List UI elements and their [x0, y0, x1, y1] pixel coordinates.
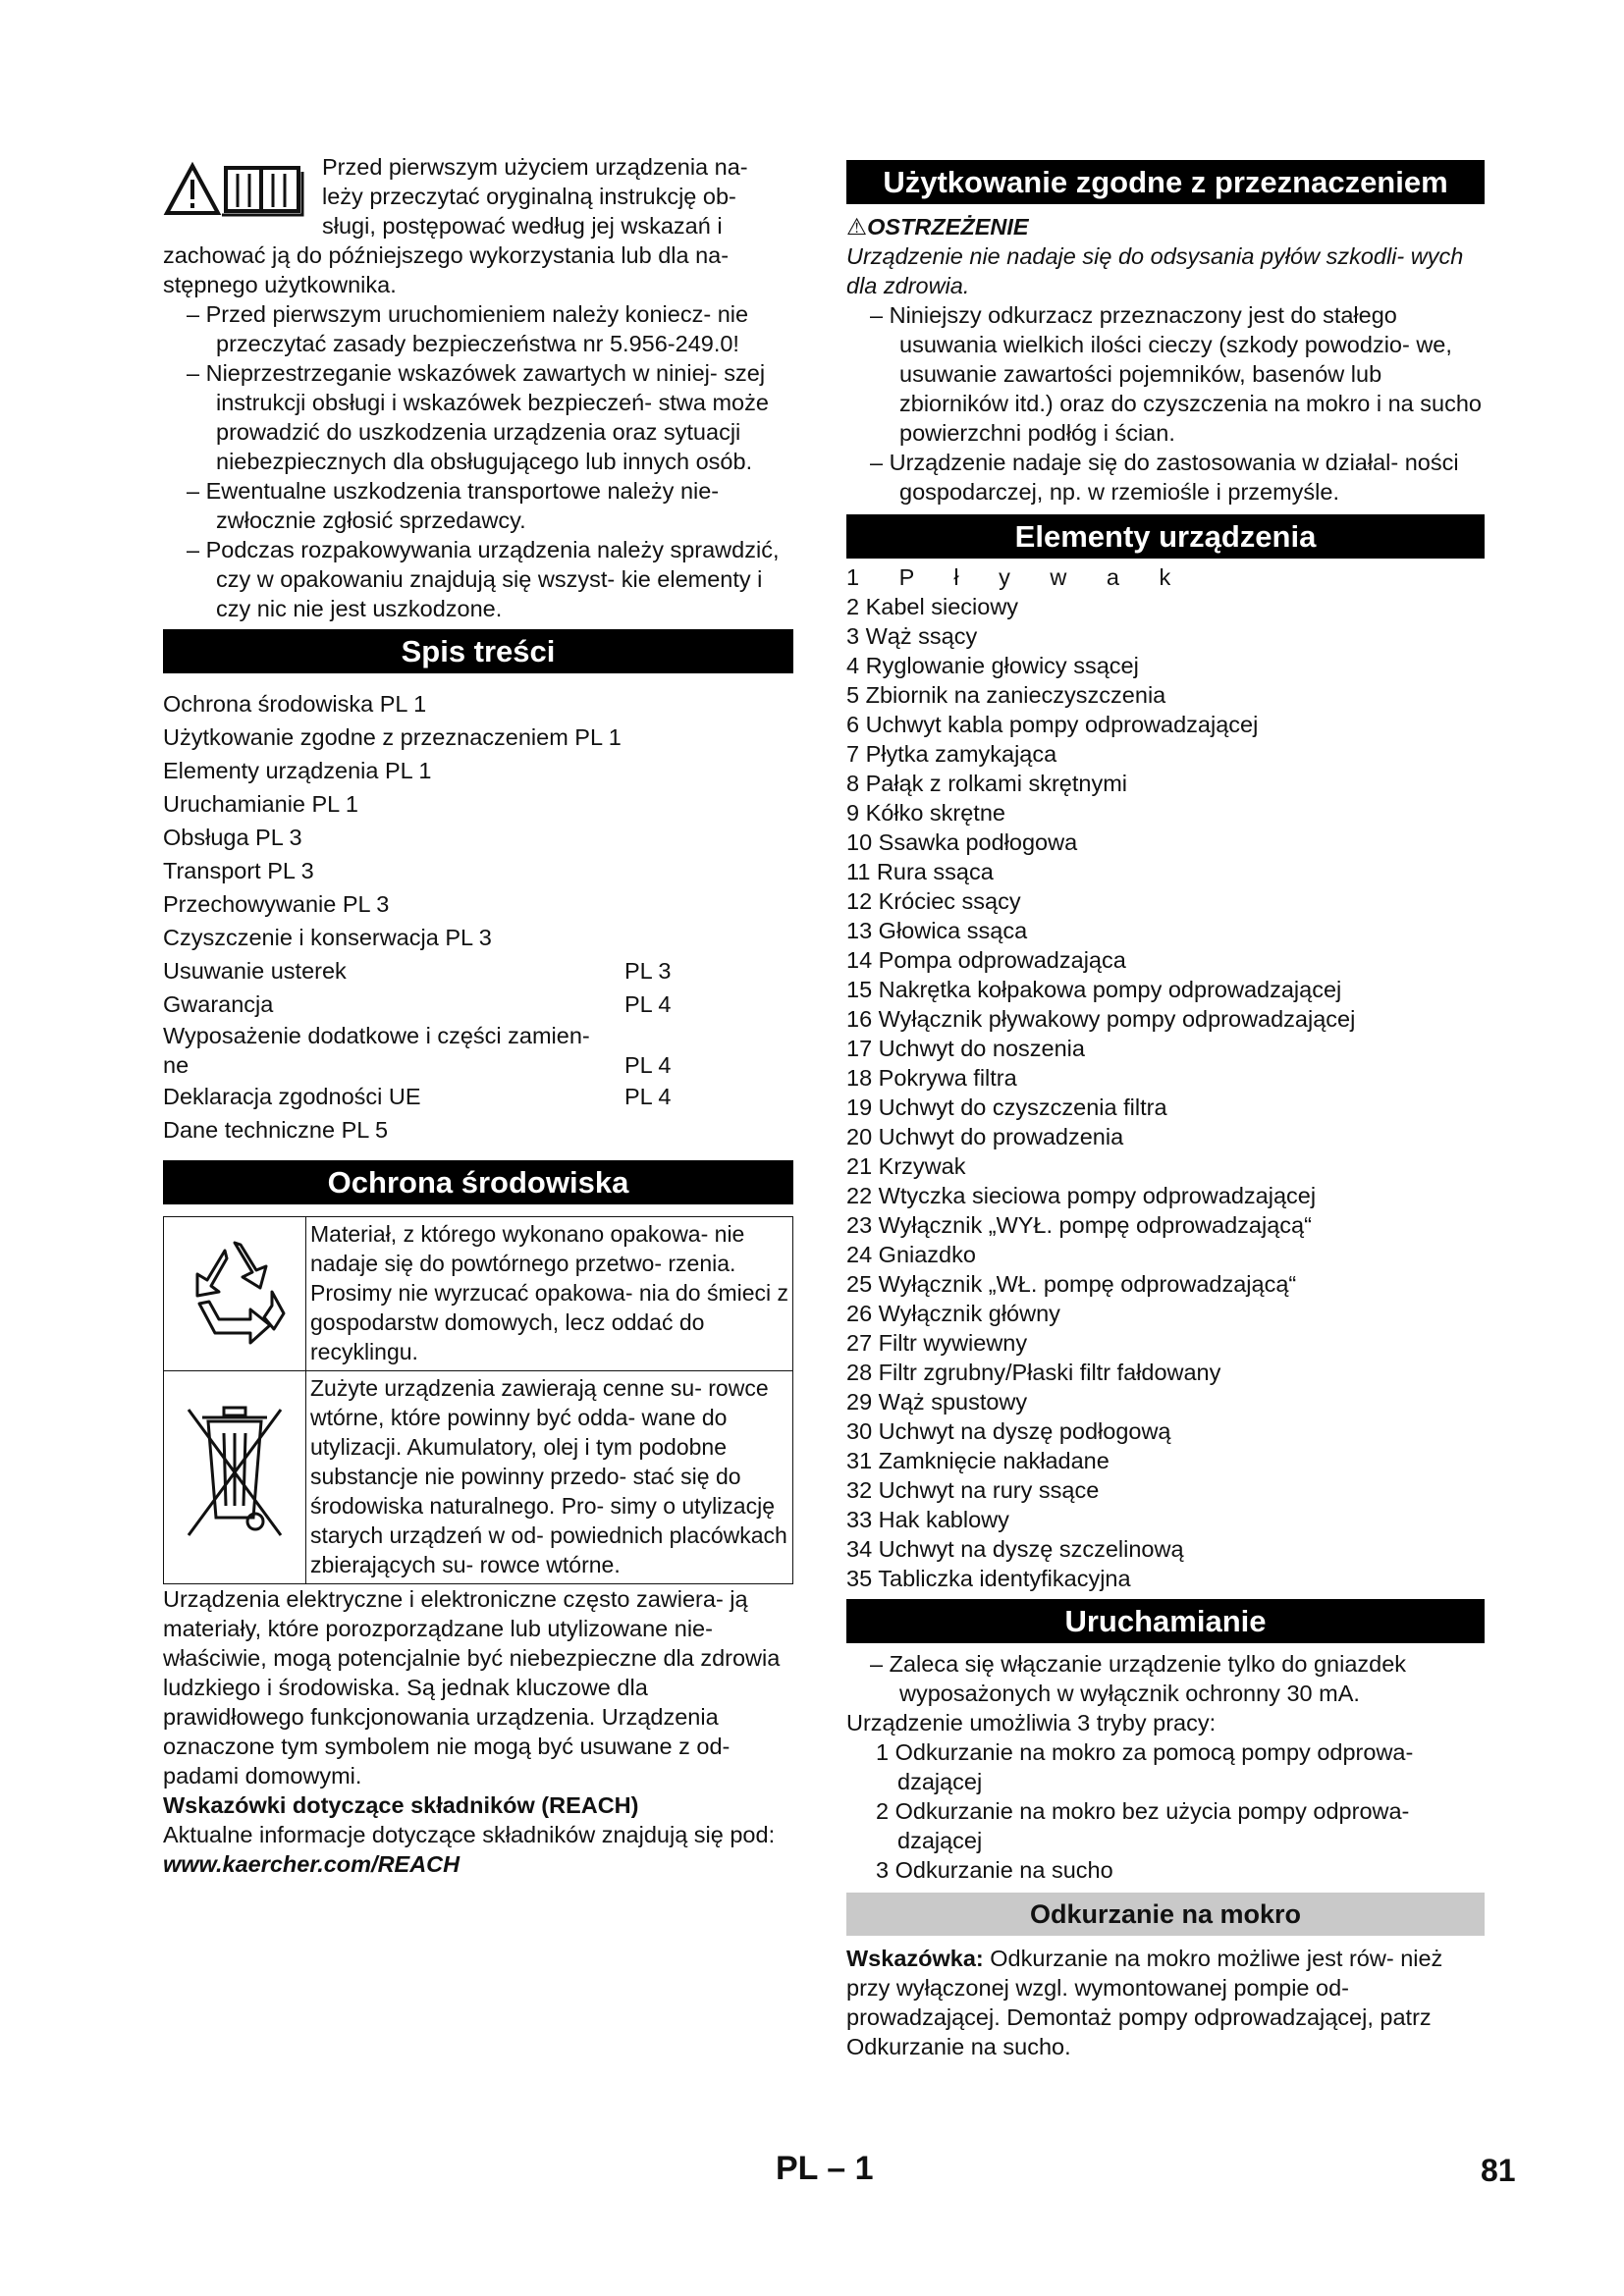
- list-item: 10 Ssawka podłogowa: [846, 829, 1078, 855]
- list-item: 6 Uchwyt kabla pompy odprowadzającej: [846, 712, 1259, 737]
- toc-label: Deklaracja zgodności UE: [163, 1084, 421, 1109]
- list-item: 11 Rura ssąca: [846, 859, 994, 884]
- toc-item[interactable]: [163, 887, 683, 921]
- toc-list: [163, 687, 793, 1147]
- list-item: 18 Pokrywa filtra: [846, 1065, 1017, 1091]
- list-item: 5 Zbiornik na zanieczyszczenia: [846, 682, 1166, 708]
- list-item: 1 P ł y w a k: [846, 564, 1179, 590]
- toc-page: [624, 854, 683, 887]
- toc-label: Czyszczenie i konserwacja PL 3: [163, 925, 492, 950]
- right-column: [846, 152, 1485, 2061]
- toc-label-cont: ne: [163, 1052, 189, 1078]
- warning-icon: ⚠: [846, 214, 868, 240]
- list-item: 35 Tabliczka identyfikacyjna: [846, 1566, 1131, 1591]
- list-item: 21 Krzywak: [846, 1153, 966, 1179]
- toc-item[interactable]: [163, 988, 683, 1021]
- list-item: 14 Pompa odprowadzająca: [846, 947, 1126, 973]
- intro-line: sługi, postępować według jej wskazań i: [322, 213, 723, 239]
- env-title: Ochrona środowiska: [163, 1160, 793, 1204]
- intro-line: Przed pierwszym użyciem urządzenia na-: [322, 154, 748, 180]
- modes-intro: Urządzenie umożliwia 3 tryby pracy:: [846, 1710, 1217, 1735]
- usage-bullet: – Niniejszy odkurzacz przeznaczony jest do stałego usuwania wielkich ilości cieczy (szkody powodzio- we, usuwanie zawartości pojemników, basenów lub zbiorników itd.) oraz do czyszczenia na mokro i na sucho powierzchni podłóg i ścian.: [870, 302, 1482, 446]
- parts-list: [846, 562, 1485, 1593]
- toc-page: [624, 721, 683, 754]
- note-text: Odkurzanie na mokro możliwe jest rów- nież przy wyłączonej wzgl. wymontowanej pompie od- prowadzającej. Demontaż pompy odprowadzającej, patrz Odkurzanie na sucho.: [846, 1946, 1443, 2059]
- list-item: 28 Filtr zgrubny/Płaski filtr fałdowany: [846, 1360, 1221, 1385]
- parts-title: Elementy urządzenia: [846, 514, 1485, 559]
- toc-page: [624, 1113, 683, 1147]
- toc-item[interactable]: [163, 921, 683, 954]
- list-item: 32 Uchwyt na rury ssące: [846, 1477, 1100, 1503]
- list-item: 16 Wyłącznik pływakowy pompy odprowadzającej: [846, 1006, 1356, 1032]
- intro-bullet: – Podczas rozpakowywania urządzenia należy sprawdzić, czy w opakowaniu znajdują się wszyst- kie elementy i czy nic nie jest uszkodzone.: [187, 537, 780, 621]
- startup-bullet: – Zaleca się włączanie urządzenie tylko do gniazdek wyposażonych w wyłącznik ochronny 30 mA.: [870, 1651, 1407, 1706]
- toc-label: Transport PL 3: [163, 858, 314, 883]
- toc-page: [624, 821, 683, 854]
- reach-link[interactable]: www.kaercher.com/REACH: [163, 1851, 460, 1877]
- recycle-text: Materiał, z którego wykonano opakowa- nie nadaje się do powtórnego przetwo- rzenia. Prosimy nie wyrzucać opakowa- nia do śmieci z gospodarstw domowych, lecz oddać do recyklingu.: [306, 1217, 793, 1371]
- toc-item[interactable]: [163, 787, 683, 821]
- toc-page: [624, 887, 683, 921]
- intro-line: zachować ją do późniejszego wykorzystania lub dla na-: [163, 242, 730, 268]
- warning-text: Urządzenie nie nadaje się do odsysania pyłów szkodli- wych dla zdrowia.: [846, 243, 1464, 298]
- crossed-bin-icon: [181, 1400, 289, 1547]
- list-item: 22 Wtyczka sieciowa pompy odprowadzającej: [846, 1183, 1317, 1208]
- weee-text: Zużyte urządzenia zawierają cenne su- rowce wtórne, które powinny być odda- wane do utylizacji. Akumulatory, olej i tym podobne substancje nie powinny przedo- stać się do środowiska naturalnego. Pro- simy o utylizację starych urządzeń w od- powiednich placówkach zbierających su- rowce wtórne.: [306, 1371, 793, 1584]
- toc-item[interactable]: [163, 1080, 683, 1113]
- toc-page: [624, 787, 683, 821]
- list-item: 30 Uchwyt na dyszę podłogową: [846, 1418, 1171, 1444]
- reach-title: Wskazówki dotyczące składników (REACH): [163, 1792, 639, 1818]
- toc-page: PL 4: [624, 1084, 672, 1109]
- toc-item[interactable]: [163, 754, 683, 787]
- toc-label: Usuwanie usterek: [163, 958, 347, 984]
- intro-line: stępnego użytkownika.: [163, 272, 397, 297]
- section-page-code: PL – 1: [776, 2150, 874, 2187]
- toc-page: PL 4: [624, 991, 672, 1017]
- toc-label: Wyposażenie dodatkowe i części zamien-: [163, 1023, 590, 1048]
- list-item: 4 Ryglowanie głowicy ssącej: [846, 653, 1139, 678]
- recycle-cell: [164, 1217, 306, 1371]
- reach-text: Aktualne informacje dotyczące składników znajdują się pod:: [163, 1822, 776, 1847]
- toc-item[interactable]: [163, 854, 683, 887]
- env-table: [163, 1216, 793, 1584]
- toc-title: Spis treści: [163, 629, 793, 673]
- mode-item: 1 Odkurzanie na mokro za pomocą pompy odprowa- dzającej: [876, 1739, 1414, 1794]
- toc-label: Uruchamianie PL 1: [163, 791, 358, 817]
- intro-line: leży przeczytać oryginalną instrukcję ob-: [322, 184, 736, 209]
- toc-page: [624, 754, 683, 787]
- toc-item[interactable]: [163, 1113, 683, 1147]
- intro-bullet: – Przed pierwszym uruchomieniem należy koniecz- nie przeczytać zasady bezpieczeństwa nr 5.956-249.0!: [187, 301, 749, 356]
- list-item: 19 Uchwyt do czyszczenia filtra: [846, 1095, 1167, 1120]
- toc-item[interactable]: [163, 687, 683, 721]
- intro-bullet: – Ewentualne uszkodzenia transportowe należy nie- zwłocznie zgłosić sprzedawcy.: [187, 478, 720, 533]
- usage-bullet: – Urządzenie nadaje się do zastosowania w działal- ności gospodarczej, np. w rzemiośle i przemyśle.: [870, 450, 1459, 505]
- list-item: 17 Uchwyt do noszenia: [846, 1036, 1085, 1061]
- wet-title: Odkurzanie na mokro: [846, 1893, 1485, 1936]
- mode-item: 3 Odkurzanie na sucho: [876, 1857, 1113, 1883]
- toc-item[interactable]: [163, 954, 683, 988]
- warning-label: OSTRZEŻENIE: [867, 214, 1029, 240]
- list-item: 29 Wąż spustowy: [846, 1389, 1028, 1415]
- list-item: 13 Głowica ssąca: [846, 918, 1028, 943]
- list-item: 33 Hak kablowy: [846, 1507, 1009, 1532]
- list-item: 3 Wąż ssący: [846, 623, 978, 649]
- page-number: 81: [1481, 2153, 1516, 2188]
- toc-label: Elementy urządzenia PL 1: [163, 758, 432, 783]
- toc-item[interactable]: [163, 821, 683, 854]
- list-item: 7 Płytka zamykająca: [846, 741, 1057, 767]
- toc-label: Użytkowanie zgodne z przeznaczeniem PL 1: [163, 724, 622, 750]
- toc-item[interactable]: [163, 1021, 683, 1080]
- toc-label: Obsługa PL 3: [163, 825, 302, 850]
- mode-item: 2 Odkurzanie na mokro bez użycia pompy odprowa- dzającej: [876, 1798, 1410, 1853]
- list-item: 34 Uchwyt na dyszę szczelinową: [846, 1536, 1184, 1562]
- list-item: 25 Wyłącznik „WŁ. pompę odprowadzającą“: [846, 1271, 1297, 1297]
- list-item: 12 Króciec ssący: [846, 888, 1021, 914]
- list-item: 23 Wyłącznik „WYŁ. pompę odprowadzającą“: [846, 1212, 1312, 1238]
- list-item: 27 Filtr wywiewny: [846, 1330, 1028, 1356]
- toc-item[interactable]: [163, 721, 683, 754]
- toc-label: Gwarancja: [163, 991, 274, 1017]
- usage-title: Użytkowanie zgodne z przeznaczeniem: [846, 160, 1485, 204]
- intro-block: [163, 152, 793, 299]
- list-item: 15 Nakrętka kołpakowa pompy odprowadzającej: [846, 977, 1342, 1002]
- weee-cell: [164, 1371, 306, 1584]
- list-item: 31 Zamknięcie nakładane: [846, 1448, 1110, 1473]
- left-column: [163, 152, 793, 1879]
- warning-manual-icon: [163, 158, 310, 217]
- toc-label: Przechowywanie PL 3: [163, 891, 390, 917]
- toc-page: PL 4: [624, 1052, 672, 1078]
- toc-label: Dane techniczne PL 5: [163, 1117, 389, 1143]
- startup-title: Uruchamianie: [846, 1599, 1485, 1643]
- list-item: 8 Pałąk z rolkami skrętnymi: [846, 771, 1127, 796]
- toc-label: Ochrona środowiska PL 1: [163, 691, 427, 717]
- list-item: 9 Kółko skrętne: [846, 800, 1005, 826]
- intro-bullet: – Nieprzestrzeganie wskazówek zawartych w niniej- szej instrukcji obsługi i wskazówek bezpieczeń- stwa może prowadzić do uszkodzenia urządzenia oraz sytuacji niebezpiecznych dla obsługującego lub innych osób.: [187, 360, 769, 474]
- list-item: 24 Gniazdko: [846, 1242, 976, 1267]
- note-label: Wskazówka:: [846, 1946, 984, 1971]
- warning-heading: [846, 212, 1485, 241]
- list-item: 20 Uchwyt do prowadzenia: [846, 1124, 1124, 1149]
- wet-note: [846, 1944, 1485, 2061]
- toc-page: [624, 687, 683, 721]
- list-item: 26 Wyłącznik główny: [846, 1301, 1060, 1326]
- recycle-icon: [176, 1231, 294, 1349]
- electronics-text: Urządzenia elektryczne i elektroniczne często zawiera- ją materiały, które porozporządzane lub utylizowane nie- właściwie, mogą potencjalnie być niebezpieczne dla zdrowia ludzkiego i środowiska. Są jednak kluczowe dla prawidłowego funkcjonowania urządzenia. Urządzenia oznaczone tym symbolem nie mogą być usuwane z od- padami domowymi.: [163, 1586, 781, 1789]
- list-item: 2 Kabel sieciowy: [846, 594, 1019, 619]
- toc-page: [624, 921, 683, 954]
- toc-page: PL 3: [624, 958, 672, 984]
